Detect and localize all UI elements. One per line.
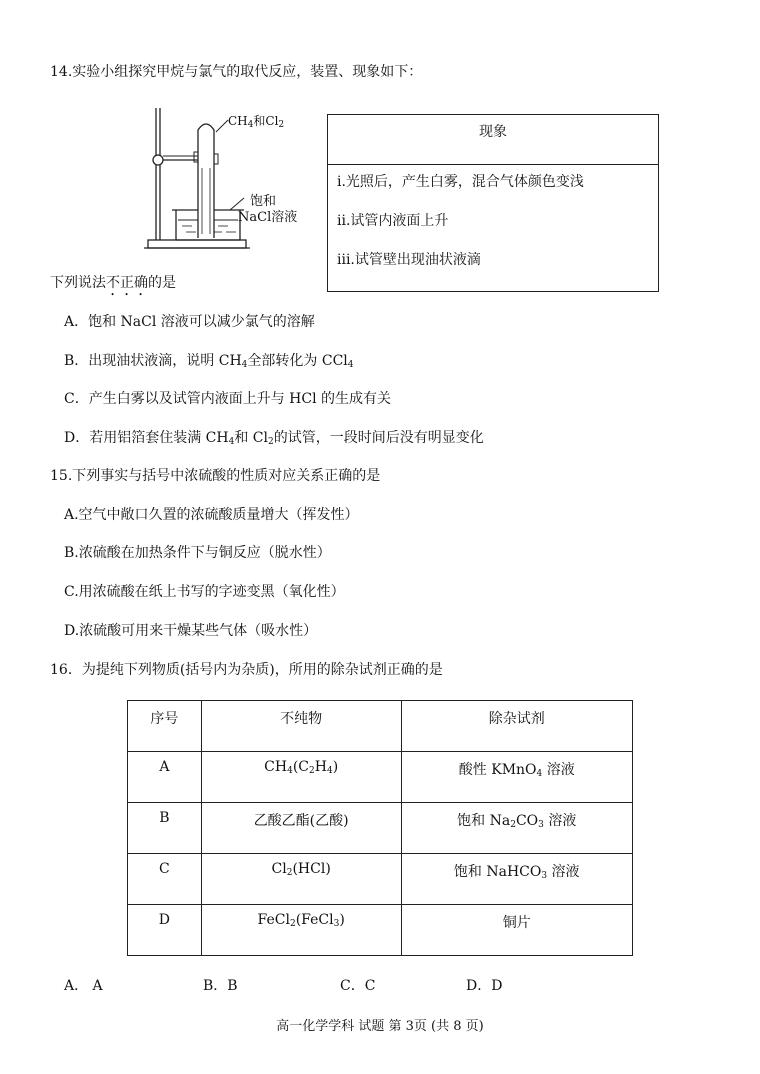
row-id: D — [128, 905, 202, 956]
phenomenon-item-1: i.光照后，产生白雾，混合气体颜色变浅 — [337, 174, 584, 190]
lab-apparatus-diagram — [140, 108, 320, 258]
row-reagent: 酸性 KMnO$_4$ 溶液 — [401, 752, 633, 803]
table-header: 序号 — [128, 701, 202, 752]
table-row — [128, 854, 633, 905]
q15-option-a: A.空气中敞口久置的浓硫酸质量增大（挥发性） — [64, 507, 359, 523]
table-header: 除杂试剂 — [401, 701, 633, 752]
q14-option-c: C．产生白雾以及试管内液面上升与 HCl 的生成有关 — [64, 391, 392, 407]
q14-option-b: B．出现油状液滴，说明 $CH_4$全部转化为 CCl$_4$ — [64, 353, 354, 370]
q16-answer-d: D．D — [466, 978, 503, 994]
q16-answer-c: C．C — [340, 978, 376, 994]
phenomenon-box — [327, 114, 659, 292]
q14-option-a: A．饱和 NaCl 溶液可以减少氯气的溶解 — [64, 314, 315, 330]
phenomenon-header: 现象 — [328, 115, 658, 165]
q16-answer-b: B．B — [203, 978, 238, 994]
row-id: C — [128, 854, 202, 905]
q15-option-d: D.浓硫酸可用来干燥某些气体（吸水性） — [64, 623, 318, 639]
apparatus-label-gas: $CH_4$和$Cl_2$ — [228, 114, 285, 130]
row-impure: $Cl_2(HCl)$ — [201, 854, 401, 905]
phenomenon-item-2: ii.试管内液面上升 — [337, 213, 449, 229]
table-row — [128, 752, 633, 803]
q16-title: 16．为提纯下列物质(括号内为杂质)，所用的除杂试剂正确的是 — [50, 662, 443, 678]
table-header-row — [128, 701, 633, 752]
q14-stem: 下列说法不正确的是 — [50, 275, 176, 291]
q15-title: 15.下列事实与括号中浓硫酸的性质对应关系正确的是 — [50, 468, 381, 484]
table-row — [128, 905, 633, 956]
q15-option-b: B.浓硫酸在加热条件下与铜反应（脱水性） — [64, 545, 331, 561]
row-impure: FeCl$_2$(FeCl$_3$) — [201, 905, 401, 956]
table-header: 不纯物 — [201, 701, 401, 752]
table-row — [128, 803, 633, 854]
apparatus-label-solution-2: NaCl溶液 — [238, 210, 298, 225]
q15-option-c: C.用浓硫酸在纸上书写的字迹变黑（氧化性） — [64, 584, 345, 600]
row-id: A — [128, 752, 202, 803]
phenomenon-item-3: iii.试管壁出现油状液滴 — [337, 252, 481, 268]
row-reagent: 铜片 — [401, 905, 633, 956]
q14-title: 14.实验小组探究甲烷与氯气的取代反应，装置、现象如下： — [50, 64, 423, 80]
impurity-table — [127, 700, 633, 956]
row-id: B — [128, 803, 202, 854]
apparatus-label-solution-1: 饱和 — [250, 194, 277, 209]
row-reagent: 饱和 NaHCO$_3$ 溶液 — [401, 854, 633, 905]
row-impure: 乙酸乙酯(乙酸) — [201, 803, 401, 854]
q16-answer-a: A． A — [64, 978, 103, 994]
page-footer: 高一化学学科 试题 第 3页 (共 8 页) — [276, 1019, 484, 1034]
q14-option-d: D．若用铝箔套住装满 $CH_4$和 $Cl_2$的试管，一段时间后没有明显变化 — [64, 430, 484, 447]
row-impure: $CH_4(C_2H_4)$ — [201, 752, 401, 803]
row-reagent: 饱和 $Na_2CO_3$ 溶液 — [401, 803, 633, 854]
